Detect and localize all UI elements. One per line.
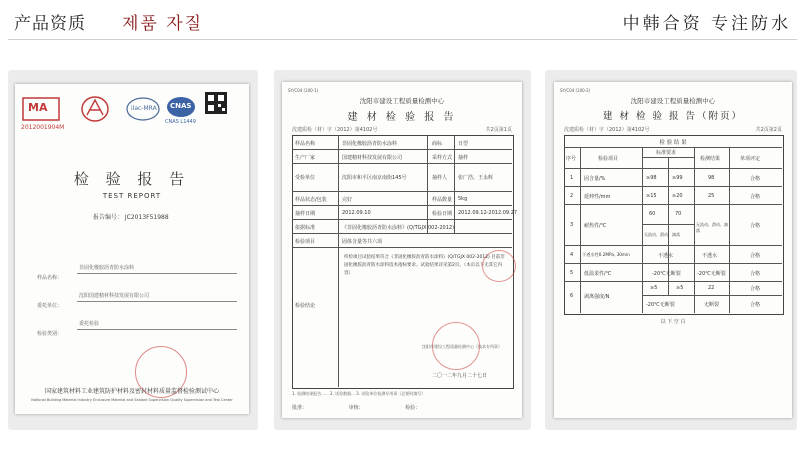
- table-cell: 国建精材科技发展有限公司: [342, 155, 403, 161]
- page-count: 共2页第2页: [755, 127, 782, 133]
- table-cell: 2012.09.12-2012.09.27: [458, 210, 518, 216]
- table-cell: 25: [708, 193, 715, 199]
- table-cell: 《非固化橡胶沥青防水涂料》(Q/TGJX 002-2012): [342, 225, 455, 231]
- table-cell: -20℃无断裂: [646, 302, 675, 308]
- table-header: 单项评定: [740, 156, 761, 162]
- form-code: SY/C04 (100-1): [288, 88, 319, 93]
- ilac-logo-label: ilac-MRA: [131, 105, 157, 112]
- table-cell: 检验项目: [295, 239, 316, 245]
- table-cell: 不透水性0.2MPa, 30min: [582, 252, 630, 257]
- ma-logo-label: MA: [28, 101, 48, 114]
- building-material-test-report[interactable]: [282, 82, 522, 418]
- report-title-en: TEST REPORT: [102, 192, 162, 200]
- field-row: [37, 320, 237, 339]
- conclusion-label: 检验结论: [295, 303, 316, 309]
- test-report-certificate[interactable]: [15, 84, 249, 414]
- table-cell: 张广浩、王永辉: [458, 175, 494, 181]
- table-cell: 抽样: [458, 155, 469, 161]
- table-cell: 60: [649, 211, 656, 217]
- table-header: 序号: [566, 156, 577, 162]
- form-code: SY/C04 (100-2): [560, 88, 591, 93]
- table-cell: 耐热性/℃: [584, 223, 607, 229]
- table-cell: 合格: [750, 286, 761, 292]
- page-count: 共2页第1页: [485, 127, 512, 133]
- client-label: 委托单位：: [37, 303, 63, 309]
- table-cell: 22: [708, 285, 715, 291]
- report-title: 建 材 检 验 报 告: [347, 112, 457, 123]
- table-cell: 延伸性/mm: [584, 194, 611, 200]
- table-cell: 样品名称: [295, 141, 316, 147]
- table-cell: 固含量/%: [584, 176, 606, 182]
- table-cell: 完好: [342, 197, 353, 203]
- table-cell: 合格: [750, 176, 761, 182]
- red-seal-right: [482, 250, 516, 282]
- table-cell: 合格: [750, 253, 761, 259]
- table-cell: 98: [708, 175, 715, 181]
- seal-date: 二〇一二年九月二十七日: [432, 373, 488, 379]
- table-cell: 合格: [750, 271, 761, 277]
- table-cell: 合格: [750, 302, 761, 308]
- header-divider: [8, 39, 797, 40]
- seal-text: 沈阳市建设工程质量检测中心（技术专用章）: [422, 344, 502, 349]
- table-cell: 低温柔性/℃: [584, 271, 612, 277]
- cnas-number: CNAS L1449: [165, 119, 196, 125]
- certificate-panel-2: [274, 70, 531, 430]
- table-cell: 不透水: [658, 253, 674, 259]
- table-cell: 非固化橡胶沥青防水涂料: [342, 141, 398, 147]
- table-cell: 3: [570, 222, 574, 228]
- brand-slogan: 中韩合资 专注防水: [622, 14, 791, 34]
- table-cell: 5kg: [458, 196, 468, 202]
- conclusion-text: 所检项目试验结果符合《非固化橡胶沥青防水涂料》(Q/TGJX 002-2012) 目前非固化橡胶沥青防水涂料技术指标要求。试验结果详见第2页。（本页以下无其它内容）: [344, 255, 505, 276]
- report-title: 建 材 检 验 报 告（附页）: [602, 111, 744, 122]
- inspection-type-value: 委托检验: [79, 321, 100, 327]
- table-cell: 6: [570, 293, 574, 299]
- table-cell: 生产厂家: [295, 155, 316, 161]
- table-cell: 固体含量等共六项: [342, 239, 383, 245]
- inspection-type-label: 检验类别：: [37, 331, 63, 337]
- table-cell: 日型: [458, 141, 469, 147]
- table-header: 检验项目: [598, 156, 619, 162]
- table-cell: 采样方式: [432, 155, 453, 161]
- ma-number: 2012001904M: [21, 124, 65, 131]
- table-cell: ≥20: [672, 193, 683, 199]
- table-footer-blank: 以 下 空 白: [660, 319, 686, 325]
- notes: 1. 检测结果报告...... 2. 试验数据... 3. 试验单位检测专用章（必要时填写）: [292, 391, 426, 396]
- table-cell: 抽样人: [432, 175, 448, 181]
- table-cell: 4: [570, 252, 574, 258]
- report-title: 检 验 报 告: [73, 170, 191, 188]
- table-cell: 2: [570, 193, 574, 199]
- report-code: 沈建质检（材）字（2012）第4102号: [292, 127, 378, 133]
- page-header: [0, 0, 805, 44]
- table-cell: -20℃无断裂: [652, 271, 681, 277]
- table-cell: 样品数量: [432, 197, 453, 203]
- client-value: 沈阳国建精材科技发展有限公司: [79, 293, 150, 299]
- issuing-organization: 沈阳市建设工程质量检测中心: [359, 97, 445, 105]
- table-cell: ≥99: [672, 175, 683, 181]
- table-header: 标准要求: [656, 150, 677, 156]
- table-cell: 剥离强度/N: [584, 294, 610, 300]
- table-cell: -20℃无断裂: [697, 271, 726, 277]
- table-cell: 无流动、滑动、滴落: [644, 232, 680, 237]
- building-material-test-report-appendix[interactable]: [554, 82, 792, 418]
- results-title: 检 验 结 果: [659, 140, 687, 146]
- table-cell: ≥5: [650, 285, 658, 291]
- table-cell: ≥98: [646, 175, 657, 181]
- sample-name-value: 非固化橡胶沥青防水涂料: [79, 265, 135, 271]
- cnas-logo-label: CNAS: [170, 102, 192, 110]
- certificate-panel-3: [545, 70, 797, 430]
- certificate-panel-1: [8, 70, 258, 430]
- table-cell: 合格: [750, 223, 761, 229]
- issuer-name-en: National Building Material Industry Enclosure Material and Sealant Supervision Quality Supervision and Test Center: [31, 398, 233, 402]
- field-row: [37, 292, 237, 311]
- table-cell: 不透水: [702, 253, 718, 259]
- table-cell: 样品状态/包装: [295, 197, 327, 203]
- page-title-korean: 제품 자질: [122, 14, 204, 34]
- table-cell: 检验日期: [432, 211, 453, 217]
- table-cell: 受检单位: [295, 175, 316, 181]
- table-cell: 商标: [432, 141, 443, 147]
- page-title: 产品资质: [14, 14, 86, 34]
- table-cell: 5: [570, 270, 574, 276]
- report-number: 报告编号： JC2013F51988: [93, 214, 169, 221]
- table-cell: ≥5: [676, 285, 684, 291]
- table-cell: 70: [675, 211, 682, 217]
- table-cell: 无流动、滑动、滴落: [696, 222, 728, 233]
- signatures: 批准： 审核： 检验：: [292, 405, 421, 411]
- issuing-organization: 沈阳市建设工程质量检测中心: [630, 97, 716, 105]
- table-cell: ≥15: [646, 193, 657, 199]
- table-cell: 2012.09.10: [342, 210, 371, 216]
- table-cell: 1: [570, 175, 574, 181]
- table-cell: 沈阳市和平区南京南街145号: [342, 175, 407, 181]
- field-row: [37, 264, 237, 283]
- sample-name-label: 样品名称：: [37, 275, 63, 281]
- table-cell: 抽样日期: [295, 211, 316, 217]
- issuer-name: 国家建筑材料工业建筑防护材料及密封材料质量监督检验测试中心: [44, 388, 219, 395]
- report-code: 沈建质检（材）字（2012）第4102号: [564, 127, 650, 133]
- table-cell: 合格: [750, 194, 761, 200]
- table-cell: 依据标准: [295, 225, 316, 231]
- table-header: 检测结果: [700, 156, 721, 162]
- table-cell: 无断裂: [704, 302, 720, 308]
